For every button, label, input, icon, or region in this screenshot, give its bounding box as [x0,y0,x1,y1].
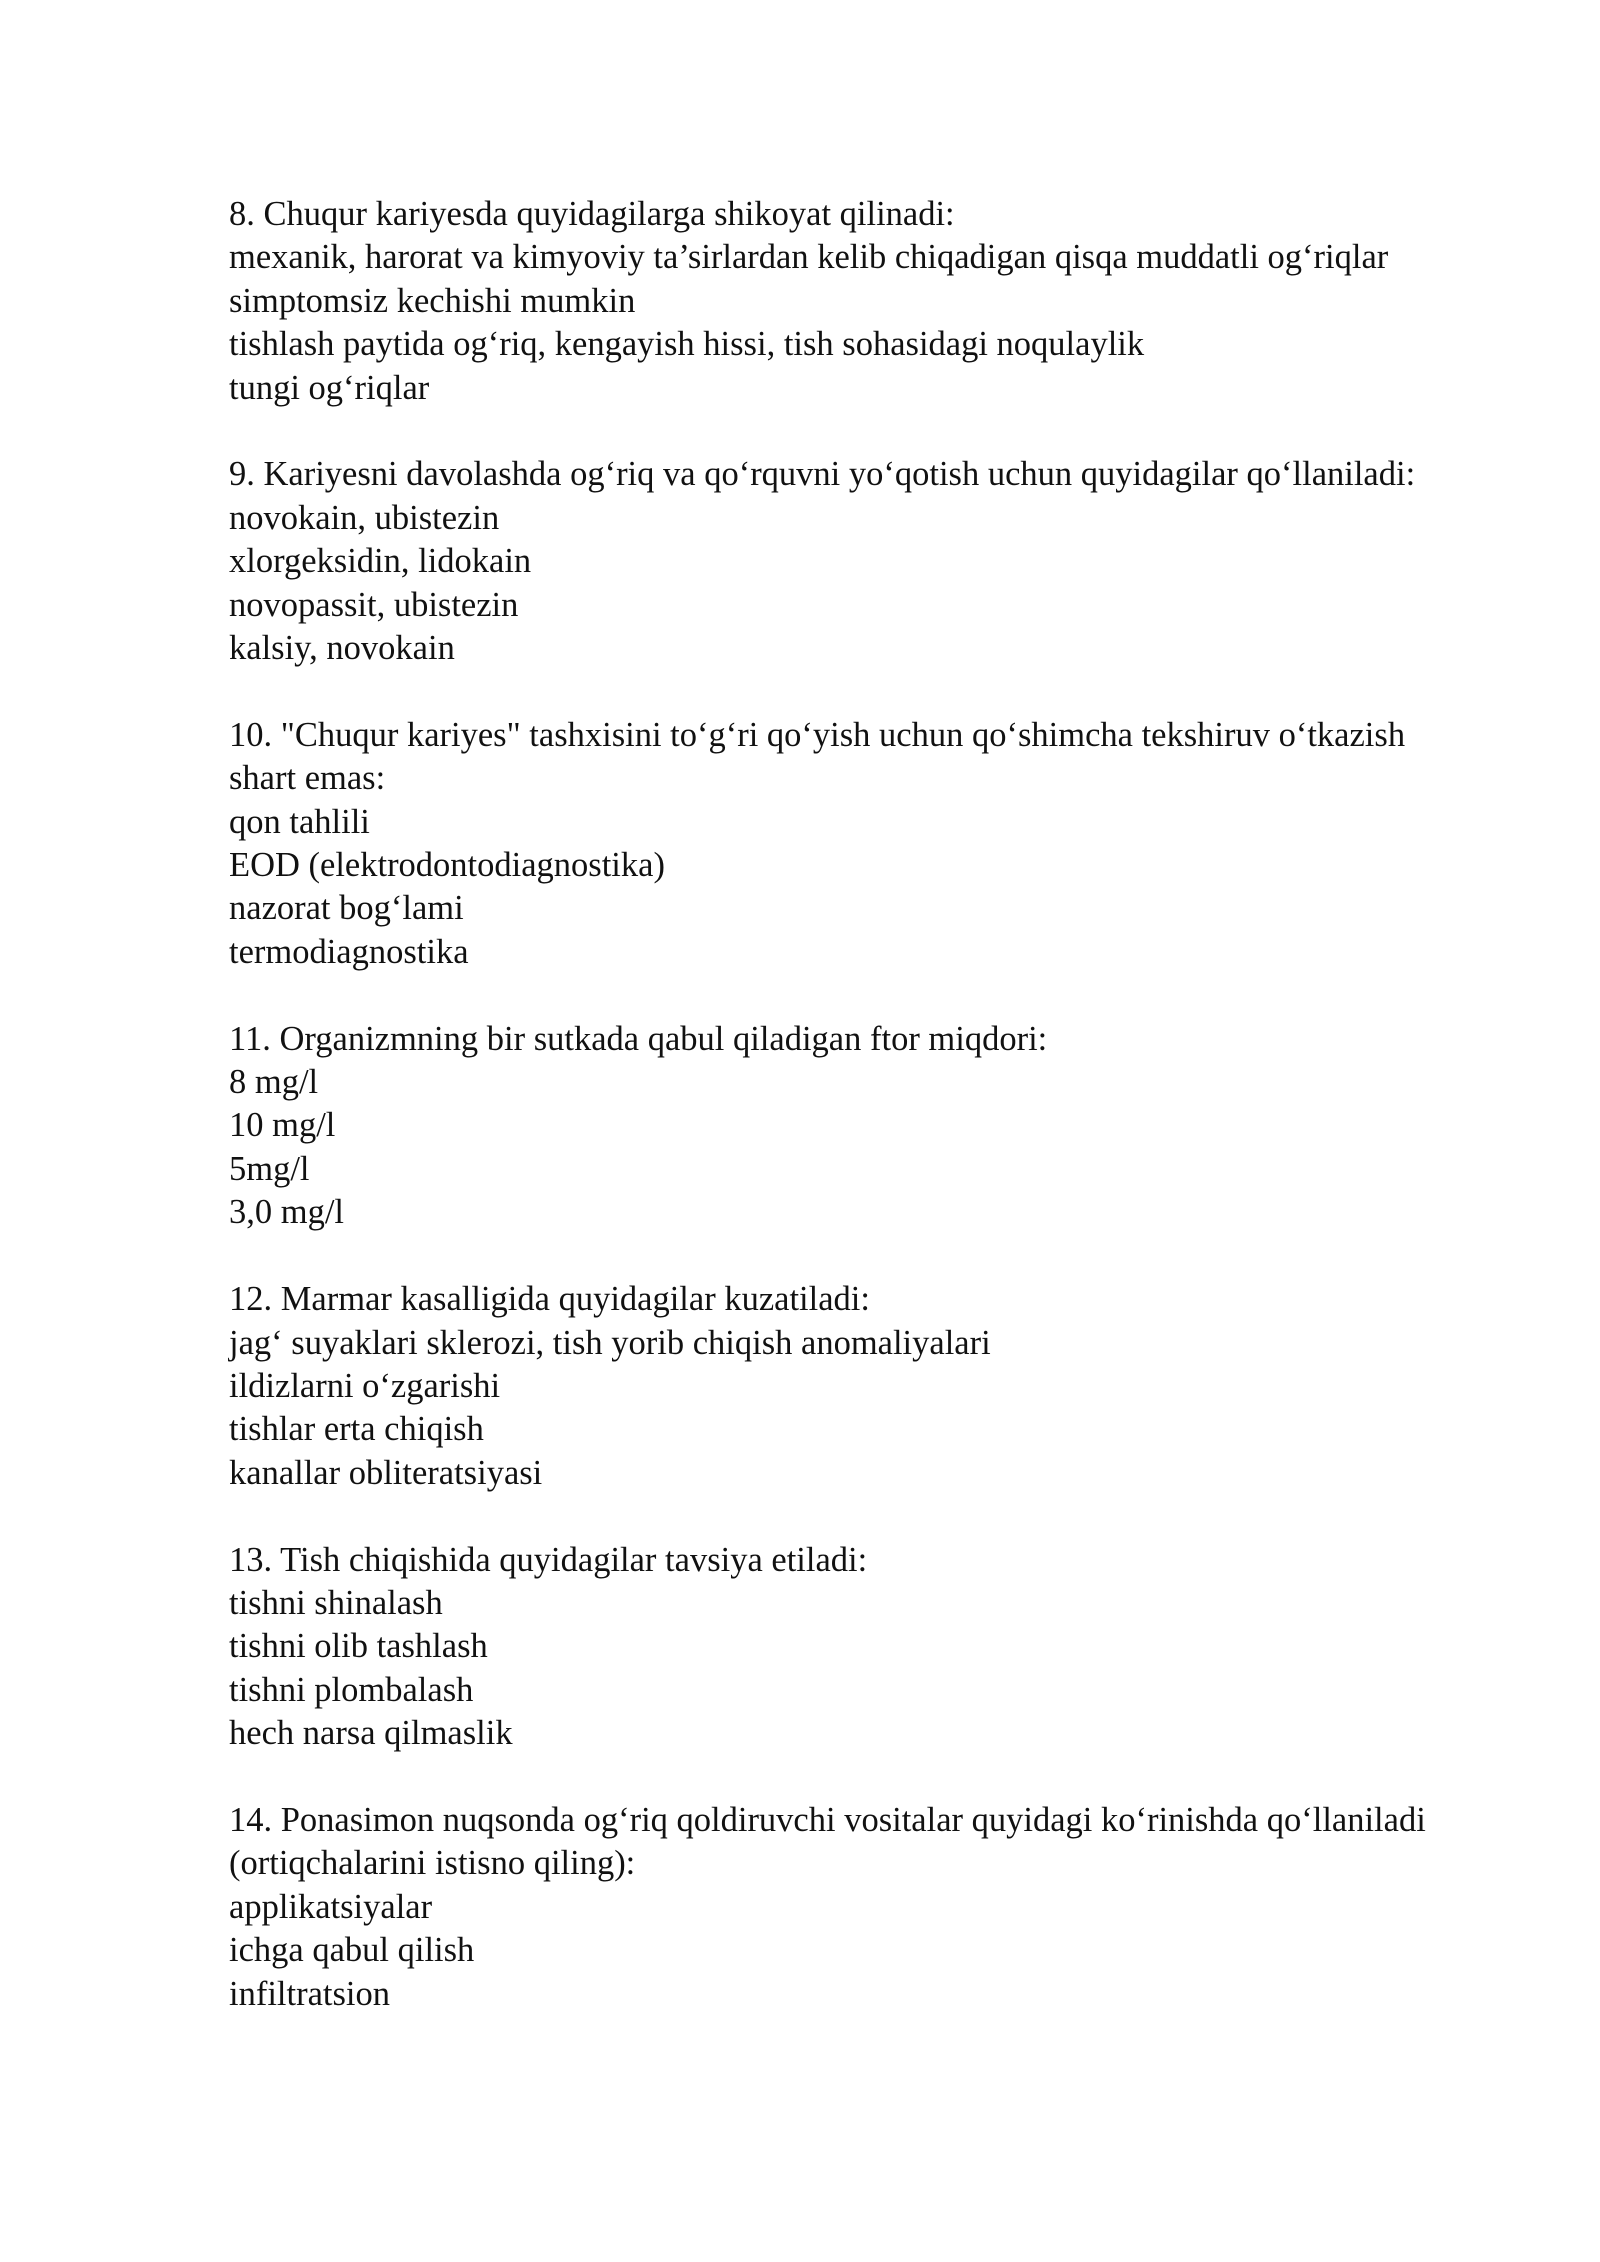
question-text: 12. Marmar kasalligida quyidagilar kuzatiladi: [229,1280,870,1319]
answer-list [229,1582,1469,1756]
answer-option: 10 mg/l [229,1106,336,1145]
answer-option: hech narsa qilmaslik [229,1714,513,1753]
answer-option: infiltratsion [229,1974,390,2013]
answer-option: novopassit, ubistezin [229,585,519,624]
answer-option: termodiagnostika [229,932,469,971]
question-text: 11. Organizmning bir sutkada qabul qiladigan ftor miqdori: [229,1019,1048,1058]
answer-list [229,1886,1469,2016]
answer-list [229,801,1469,975]
answer-option: 8 mg/l [229,1063,319,1102]
answer-option: applikatsiyalar [229,1887,433,1926]
answer-option: nazorat bog‘lami [229,889,464,928]
answer-option: mexanik, harorat va kimyoviy ta’sirlardan kelib chiqadigan qisqa muddatli og‘riqlar [229,238,1389,277]
document-page [229,193,1469,2059]
answer-option: ichga qabul qilish [229,1931,475,1970]
answer-option: ildizlarni o‘zgarishi [229,1366,501,1405]
answer-option: EOD (elektrodontodiagnostika) [229,846,665,885]
answer-option: xlorgeksidin, lidokain [229,542,532,581]
question-10 [229,714,1469,974]
answer-option: 3,0 mg/l [229,1193,345,1232]
answer-option: tishni olib tashlash [229,1627,488,1666]
question-9 [229,453,1469,670]
question-14 [229,1799,1469,2016]
answer-option: tungi og‘riqlar [229,368,430,407]
answer-option: kanallar obliteratsiyasi [229,1453,543,1492]
answer-option: qon tahlili [229,802,370,841]
question-8 [229,193,1469,410]
answer-option: kalsiy, novokain [229,629,455,668]
answer-list [229,1322,1469,1496]
question-text: 10. "Chuqur kariyes" tashxisini to‘g‘ri qo‘yish uchun qo‘shimcha tekshiruv o‘tkazish shart emas: [229,715,1406,798]
question-13 [229,1539,1469,1756]
answer-option: tishni plombalash [229,1670,474,1709]
answer-option: tishlash paytida og‘riq, kengayish hissi, tish sohasidagi noqulaylik [229,325,1145,364]
answer-option: 5mg/l [229,1149,310,1188]
question-text: 9. Kariyesni davolashda og‘riq va qo‘rquvni yo‘qotish uchun quyidagilar qo‘llaniladi: [229,455,1416,494]
answer-list [229,1061,1469,1235]
question-12 [229,1278,1469,1495]
answer-option: novokain, ubistezin [229,498,500,537]
question-text: 8. Chuqur kariyesda quyidagilarga shikoyat qilinadi: [229,195,955,233]
answer-option: jag‘ suyaklari sklerozi, tish yorib chiqish anomaliyalari [229,1323,991,1362]
answer-option: tishlar erta chiqish [229,1410,484,1449]
answer-option: simptomsiz kechishi mumkin [229,281,636,320]
question-11 [229,1018,1469,1235]
answer-list [229,497,1469,671]
question-text: 14. Ponasimon nuqsonda og‘riq qoldiruvchi vositalar quyidagi ko‘rinishda qo‘llaniladi (ortiqchalarini istisno qiling): [229,1800,1426,1883]
answer-list [229,236,1469,410]
answer-option: tishni shinalash [229,1583,443,1622]
question-text: 13. Tish chiqishida quyidagilar tavsiya etiladi: [229,1540,868,1579]
